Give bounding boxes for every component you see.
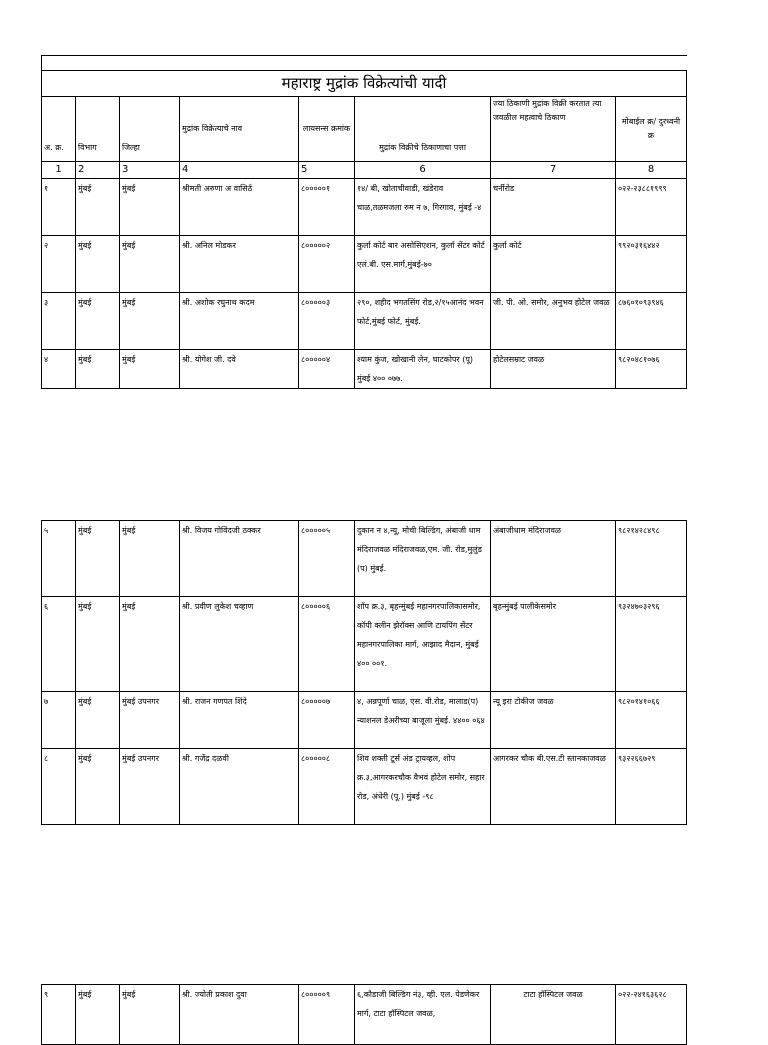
table-row [42, 293, 687, 350]
table-top-row [42, 56, 687, 71]
header-phone: मोबाईल क्र/ दुरध्वनी क्र [616, 97, 687, 162]
license-cell: ८०००००५ [299, 521, 355, 597]
license-cell: ८०००००६ [299, 597, 355, 692]
col-number: 8 [616, 162, 687, 179]
district-cell: मुंबई उपनगर [120, 749, 180, 825]
district-cell: मुंबई [120, 597, 180, 692]
district-cell: मुंबई [120, 236, 180, 293]
license-cell: ८०००००८ [299, 749, 355, 825]
phone-cell: ०२२-२३८८१९९९ [616, 179, 687, 236]
name-cell: श्री. विजय गोविंदजी ठक्कर [180, 521, 299, 597]
table-row [42, 597, 687, 692]
address-cell: २९०, शहीद भगतसिंग रोड,२/१५आनंद भवन फोर्ट,मुंबई फोर्ट, मुंबई. [355, 293, 491, 350]
district-cell: मुंबई [120, 350, 180, 389]
sr-cell: ७ [42, 692, 76, 749]
landmark-cell: न्यू इरा टोकीज जवळ [491, 692, 616, 749]
landmark-cell: कुर्ला कोर्ट [491, 236, 616, 293]
license-cell: ८०००००३ [299, 293, 355, 350]
name-cell: श्री. गजेंद्र दळवी [180, 749, 299, 825]
district-cell: मुंबई [120, 179, 180, 236]
table-row [42, 350, 687, 389]
phone-cell: ९८२०१४१०६६ [616, 692, 687, 749]
landmark-cell: बृहन्मुंबई पालीकेसमोर [491, 597, 616, 692]
title-row [42, 71, 687, 97]
landmark-cell: आगरकर चौक बी.एस.टी स्तानकाजवळ [491, 749, 616, 825]
division-cell: मुंबई [76, 749, 120, 825]
table-row [42, 521, 687, 597]
table-row [42, 985, 687, 1045]
sr-cell: ५ [42, 521, 76, 597]
license-cell: ८०००००१ [299, 179, 355, 236]
name-cell: श्री. अनिल मोडकर [180, 236, 299, 293]
sr-cell: २ [42, 236, 76, 293]
address-cell: श्याम कुंज, खोखानी लेन, घाटकोपर (पू) मुंबई ४०० ०७७. [355, 350, 491, 389]
phone-cell: ०२२-२४१६३६२८ [616, 985, 687, 1045]
header-license: लायसन्स क्रमांक [299, 97, 355, 162]
division-cell: मुंबई [76, 597, 120, 692]
district-cell: मुंबई उपनगर [120, 692, 180, 749]
license-cell: ८०००००२ [299, 236, 355, 293]
district-cell: मुंबई [120, 293, 180, 350]
phone-cell: ९८२०४८१०७६ [616, 350, 687, 389]
table-row [42, 749, 687, 825]
name-cell: श्री. प्रवीण लुकेश चव्हाण [180, 597, 299, 692]
sr-cell: १ [42, 179, 76, 236]
name-cell: श्री. राजन गणपत शिंदे [180, 692, 299, 749]
phone-cell: ९३२४७०३२९६ [616, 597, 687, 692]
header-name: मुद्रांक विक्रेत्याचे नाव [180, 97, 299, 162]
address-cell: ६,कौडाजी बिल्डिंग नं३, व्ही. एल. पेडणेकर मार्ग, टाटा हॉस्पिटल जवळ, [355, 985, 491, 1045]
division-cell: मुंबई [76, 350, 120, 389]
address-cell: कुर्ला कोर्ट बार असोसिएशन, कुर्ला सेंटर कोर्ट एलं.बी. एस.मार्ग,मुंबई-७० [355, 236, 491, 293]
stamp-vendor-table-3 [41, 984, 687, 1045]
district-cell: मुंबई [120, 985, 180, 1045]
address-cell: ४, अन्नपूर्णा चाळ, एस. वी.रोड, मालाड(प) न्याशनल डेअरीच्या बाजूला मुंबई. ४४०० ०६४ [355, 692, 491, 749]
name-cell: श्रीमती अरुणा अ वासिर्ठ [180, 179, 299, 236]
phone-cell: ८७६०१०९३९४६ [616, 293, 687, 350]
address-cell: १४/ बी, खोताचीवाडी, खंडेराव चाळ,तळमजला रुम न ७, गिरगाव, मुंबई -४ [355, 179, 491, 236]
table-row [42, 179, 687, 236]
table-row [42, 692, 687, 749]
division-cell: मुंबई [76, 985, 120, 1045]
col-number: 1 [42, 162, 76, 179]
header-district: जिल्हा [120, 97, 180, 162]
header-row [42, 97, 687, 162]
header-landmark: ज्या ठिकाणी मुद्रांक विक्री करतात त्या जवळील महत्वाचे ठिकाण [491, 97, 616, 162]
sr-cell: ३ [42, 293, 76, 350]
address-cell: शॉप क्र.३, बृहन्मुंबई महानगरपालिकासमोर, कॉपी क्लीन झेरॉक्स आणि टायपिंग सेंटर महानगरपालिका मार्ग, आझाद मैदान, मुंबई ४०० ००१. [355, 597, 491, 692]
sr-cell: ९ [42, 985, 76, 1045]
col-number: 6 [355, 162, 491, 179]
license-cell: ८०००००४ [299, 350, 355, 389]
landmark-cell: टाटा हॉस्पिटल जवळ [491, 985, 616, 1045]
landmark-cell: होटेलसम्राट जवळ [491, 350, 616, 389]
license-cell: ८०००००७ [299, 692, 355, 749]
landmark-cell: चर्नीरोड [491, 179, 616, 236]
sr-cell: ४ [42, 350, 76, 389]
license-cell: ८०००००९ [299, 985, 355, 1045]
stamp-vendor-table-1 [41, 55, 687, 389]
header-address: मुद्रांक विक्रीचे ठिकाणाचा पत्ता [355, 97, 491, 162]
name-cell: श्री. अशोक रघुनाथ कदम [180, 293, 299, 350]
name-cell: श्री. ज्योती प्रकाश दुवा [180, 985, 299, 1045]
phone-cell: ९३२२६६७२९ [616, 749, 687, 825]
division-cell: मुंबई [76, 692, 120, 749]
col-number: 7 [491, 162, 616, 179]
landmark-cell: अंबाजीधाम मंदिराजवळ [491, 521, 616, 597]
division-cell: मुंबई [76, 236, 120, 293]
division-cell: मुंबई [76, 293, 120, 350]
table-row [42, 236, 687, 293]
col-number: 4 [180, 162, 299, 179]
division-cell: मुंबई [76, 179, 120, 236]
address-cell: दुकान न ४,न्यू, मोची बिल्डिंग, अंबाजी धाम मंदिराजवळ मंदिराजवळ,एम. जी. रोड,मुलुंड (प) मुंबई. [355, 521, 491, 597]
page-title: महाराष्ट्र मुद्रांक विक्रेत्यांची यादी [42, 71, 687, 97]
address-cell: शिव शक्ती टूर्स अंड ट्रायव्हल, शोप क्र.३,आगरकरचौक वैभवं होटेल समोर, सहार रोड, अंधेरी (पू.) मुंबई -९८ [355, 749, 491, 825]
landmark-cell: जी. पी. ओ. समोर, अनुभव होटेल जवळ [491, 293, 616, 350]
stamp-vendor-table-2 [41, 520, 687, 825]
column-number-row [42, 162, 687, 179]
sr-cell: ६ [42, 597, 76, 692]
division-cell: मुंबई [76, 521, 120, 597]
phone-cell: ९९२०३१६४४२ [616, 236, 687, 293]
col-number: 5 [299, 162, 355, 179]
col-number: 3 [120, 162, 180, 179]
name-cell: श्री. योगेश जी. दवे [180, 350, 299, 389]
sr-cell: ८ [42, 749, 76, 825]
header-sr: अ. क्र. [42, 97, 76, 162]
header-division: विभाग [76, 97, 120, 162]
phone-cell: ९८२१४२८४९८ [616, 521, 687, 597]
col-number: 2 [76, 162, 120, 179]
district-cell: मुंबई [120, 521, 180, 597]
